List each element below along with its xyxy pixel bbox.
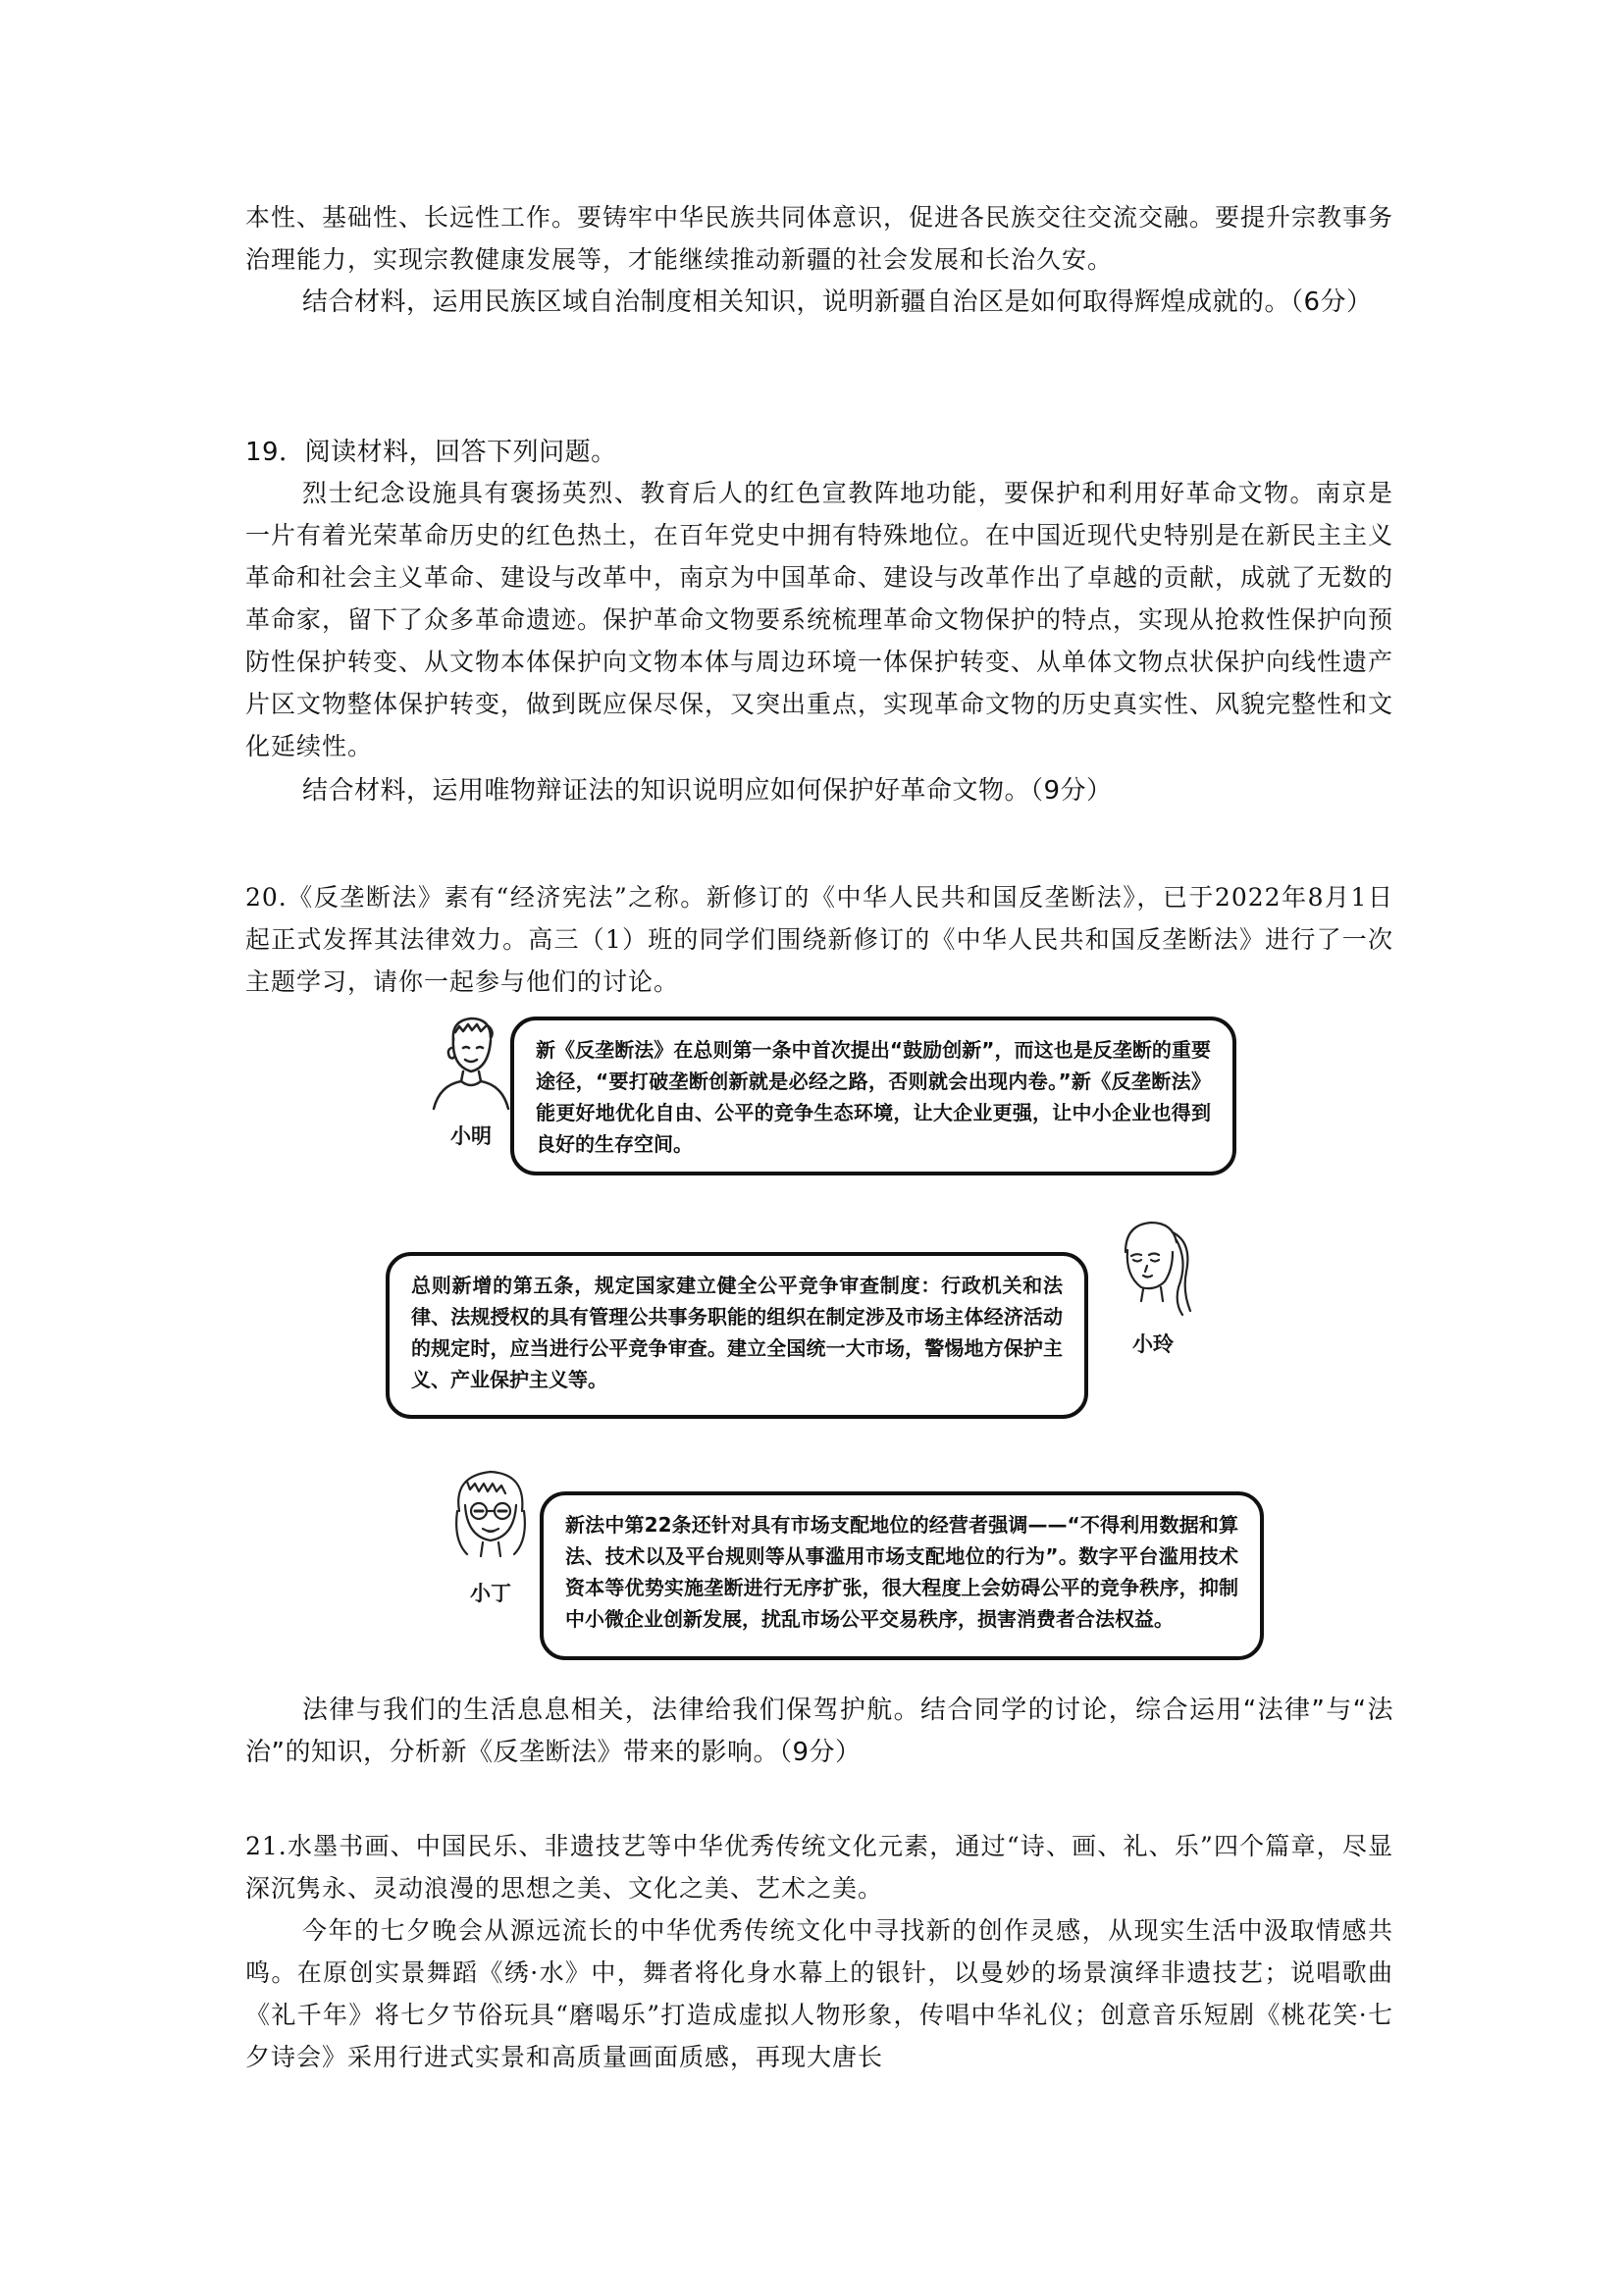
q19-title: 19．阅读材料，回答下列问题。 bbox=[245, 438, 617, 467]
q18-question: 结合材料，运用民族区域自治制度相关知识，说明新疆自治区是如何取得辉煌成就的。（6分） bbox=[302, 287, 1373, 317]
q21-material: 今年的七夕晚会从源远流长的中华优秀传统文化中寻找新的创作灵感，从现实生活中汲取情感共鸣。在原创实景舞蹈《绣·水》中，舞者将化身水幕上的银针，以曼妙的场景演绎非遗技艺；说唱歌曲《礼千年》将七夕节俗玩具“磨喝乐”打造成虚拟人物形象，传唱中华礼仪；创意音乐短剧《桃花笑·七夕诗会》采用行进式实景和高质量画面质感，再现大唐长 bbox=[245, 1916, 1393, 2071]
person-xiaoling bbox=[1099, 1213, 1207, 1358]
boy-avatar-icon bbox=[424, 1011, 518, 1113]
q21-intro: 21.水墨书画、中国民乐、非遗技艺等中华优秀传统文化元素，通过“诗、画、礼、乐”四个篇章，尽显深沉隽永、灵动浪漫的思想之美、文化之美、艺术之美。 bbox=[245, 1832, 1393, 1903]
q20-intro: 20.《反垄断法》素有“经济宪法”之称。新修订的《中华人民共和国反垄断法》，已于2022年8月1日起正式发挥其法律效力。高三（1）班的同学们围绕新修订的《中华人民共和国反垄断法》进行了一次主题学习，请你一起参与他们的讨论。 bbox=[245, 883, 1393, 996]
girl-glasses-avatar-icon bbox=[442, 1462, 540, 1570]
person-xiaoming bbox=[417, 1011, 525, 1150]
speech-bubble-xiaoming: 新《反垄断法》在总则第一条中首次提出“鼓励创新”，而这也是反垄断的重要途径，“要打破垄断创新就是必经之路，否则就会出现内卷。”新《反垄断法》能更好地优化自由、公平的竞争生态环境，让大企业更强，让中小企业也得到良好的生存空间。 bbox=[510, 1017, 1236, 1175]
q19-question: 结合材料，运用唯物辩证法的知识说明应如何保护好革命文物。（9分） bbox=[302, 776, 1113, 806]
speech-bubble-xiaoding: 新法中第22条还针对具有市场支配地位的经营者强调——“不得利用数据和算法、技术以及平台规则等从事滥用市场支配地位的行为”。数字平台滥用技术资本等优势实施垄断进行无序扩张，很大程度上会妨碍公平的竞争秩序，抑制中小微企业创新发展，扰乱市场公平交易秩序，损害消费者合法权益。 bbox=[540, 1491, 1264, 1660]
speech-bubble-xiaoling: 总则新增的第五条，规定国家建立健全公平竞争审查制度：行政机关和法律、法规授权的具有管理公共事务职能的组织在制定涉及市场主体经济活动的规定时，应当进行公平竞争审查。建立全国统一大市场，警惕地方保护主义、产业保护主义等。 bbox=[386, 1252, 1088, 1419]
girl-avatar-icon bbox=[1104, 1213, 1202, 1321]
q19-material: 烈士纪念设施具有褒扬英烈、教育后人的红色宣教阵地功能，要保护和利用好革命文物。南京是一片有着光荣革命历史的红色热土，在百年党史中拥有特殊地位。在中国近现代史特别是在新民主主义革命和社会主义革命、建设与改革中，南京为中国革命、建设与改革作出了卓越的贡献，成就了无数的革命家，留下了众多革命遗迹。保护革命文物要系统梳理革命文物保护的特点，实现从抢救性保护向预防性保护转变、从文物本体保护向文物本体与周边环境一体保护转变、从单体文物点状保护向线性遗产片区文物整体保护转变，做到既应保尽保，又突出重点，实现革命文物的历史真实性、风貌完整性和文化延续性。 bbox=[245, 479, 1394, 760]
q20-question: 法律与我们的生活息息相关，法律给我们保驾护航。结合同学的讨论，综合运用“法律”与“法治”的知识，分析新《反垄断法》带来的影响。（9分） bbox=[245, 1696, 1393, 1767]
person-xiaoding bbox=[437, 1462, 545, 1607]
speaker-name: 小玲 bbox=[1132, 1332, 1174, 1356]
speaker-name: 小明 bbox=[450, 1124, 492, 1148]
speaker-name: 小丁 bbox=[470, 1582, 511, 1605]
q18-material-tail: 本性、基础性、长远性工作。要铸牢中华民族共同体意识，促进各民族交往交流交融。要提升宗教事务治理能力，实现宗教健康发展等，才能继续推动新疆的社会发展和长治久安。 bbox=[245, 203, 1394, 274]
